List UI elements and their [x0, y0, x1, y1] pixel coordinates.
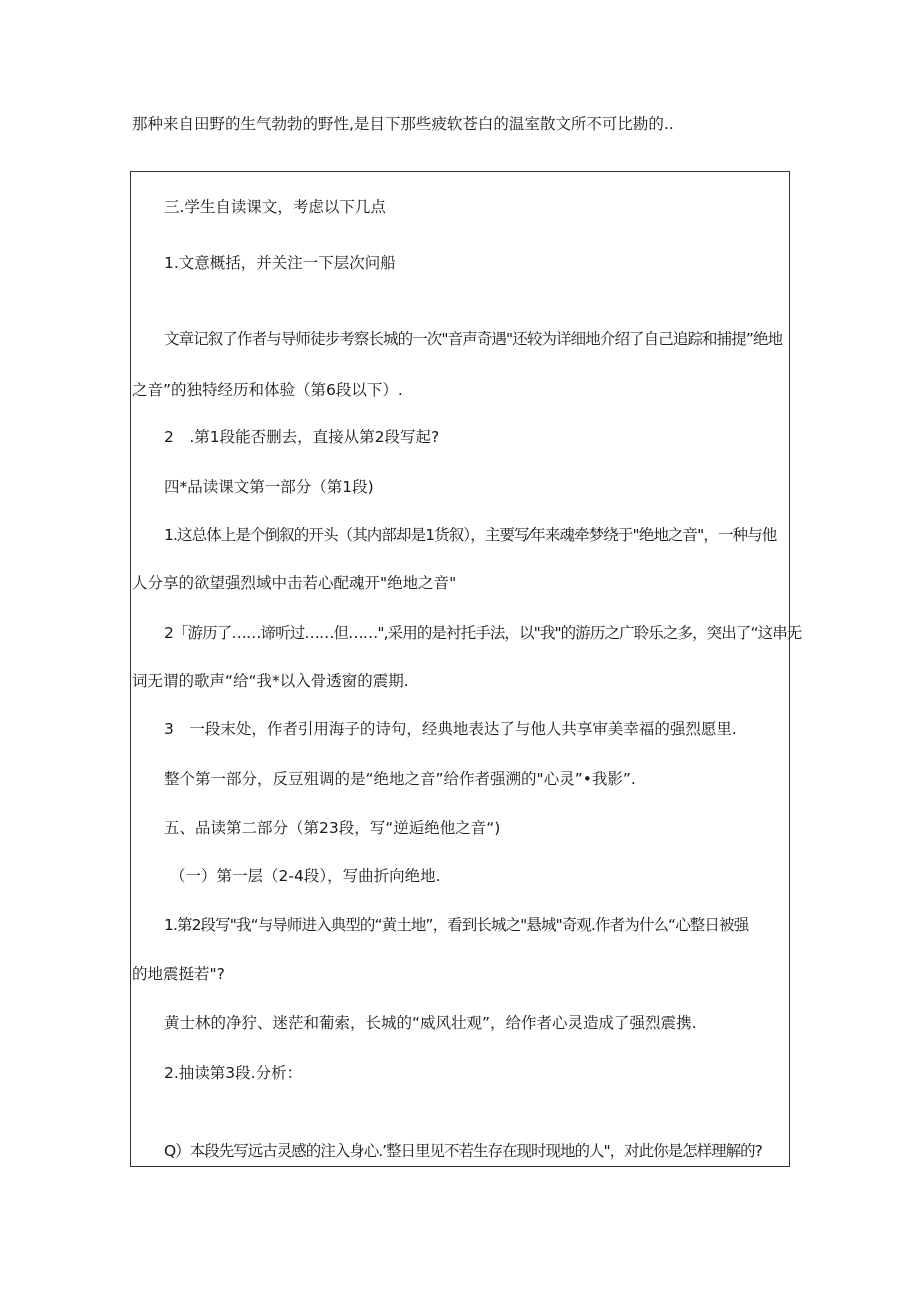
line-2: 1.文意概括，并关注一下层次问船: [164, 254, 396, 272]
line-18: 2.抽读第3段.分析：: [164, 1064, 303, 1082]
line-17: 黄士林的净狞、迷茫和葡索，长城的“威风壮观”，给作者心灵造成了强烈震携.: [164, 1014, 697, 1032]
line-7: 1.这总体上是个倒叙的开头（其内部却是1货叙），主要写⁄年来魂牵梦绕于"绝地之音"，一种与他: [164, 526, 777, 544]
line-10: 词无谓的歌声“给“我*以入骨透窗的震期.: [132, 672, 409, 690]
line-8: 人分享的欲望强烈域中击若心配魂开"绝地之音": [132, 574, 457, 592]
line-15: 1.第2段写"我“与导师进入典型的“黄土地”，看到长城之"悬城"奇观.作者为什么“心整日被强: [164, 916, 749, 934]
intro-line: 那种来自田野的生气勃勃的野性,是目下那些疲软苍白的温室散文所不可比勘的..: [132, 115, 674, 133]
line-6: 四*品读课文第一部分（第1段): [164, 478, 374, 496]
line-9: 2「游历了……谛听过……但……",采用的是衬托手法，以"我"的游历之广聆乐之多，突出了“这串无: [164, 624, 802, 642]
line-19: Q）本段先写远古灵感的注入身心.’整日里见不若生存在现时现地的人"，对此你是怎样理解的?: [164, 1142, 762, 1160]
line-3: 文章记叙了作者与导师徒步考察长城的一次"音声奇遇"还较为详细地介绍了自己追踪和捕提”绝地: [164, 330, 783, 348]
line-1: 三.学生自读课文，考虑以下几点: [164, 198, 386, 216]
line-14: （一）第一层（2-4段），写曲折向绝地.: [170, 867, 441, 885]
line-5: 2 .第1段能否删去，直接从第2段写起?: [164, 428, 440, 446]
line-16: 的地震挺若"?: [132, 965, 225, 983]
line-4: 之音”的独特经历和体验（第6段以下）.: [132, 381, 403, 399]
line-11: 3 一段末处，作者引用海子的诗句，经典地表达了与他人共享审美幸福的强烈愿里.: [164, 720, 737, 738]
line-13: 五、品读第二部分（第23段，写“逆逅绝他之音“): [164, 819, 501, 837]
line-12: 整个第一部分，反豆殂调的是“绝地之音”给作者强溯的"心灵”•我影”.: [164, 770, 636, 788]
